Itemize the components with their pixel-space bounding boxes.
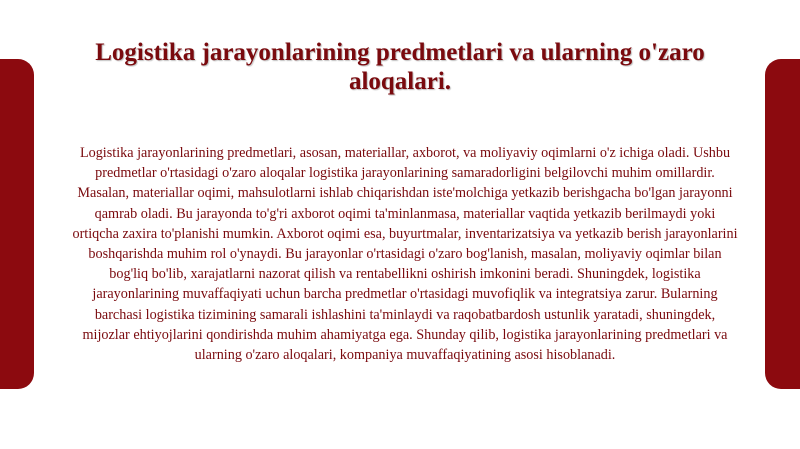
slide-title: Logistika jarayonlarining predmetlari va ularning o'zaro aloqalari.	[95, 39, 705, 95]
left-accent-bar	[0, 59, 34, 389]
slide-body-text: Logistika jarayonlarining predmetlari, asosan, materiallar, axborot, va moliyaviy oqimlarni o'z ichiga oladi. Ushbu predmetlar o'rtasidagi o'zaro aloqalar logistika jarayonlarining samaradorligini belgilovchi muhim omillardir. Masalan, materiallar oqimi, mahsulotlarni ishlab chiqarishdan iste'molchiga yetkazib berishgacha bo'lgan jarayonni qamrab oladi. Bu jarayonda to'g'ri axborot oqimi ta'minlanmasa, materiallar vaqtida yetkazib berilmaydi yoki ortiqcha zaxira to'planishi mumkin. Axborot oqimi esa, buyurtmalar, inventarizatsiya va yetkazib berish jarayonlarini boshqarishda muhim rol o'ynaydi. Bu jarayonlar o'rtasidagi o'zaro bog'lanish, masalan, moliyaviy oqimlar bilan bog'liq bo'lib, xarajatlarni nazorat qilish va rentabellikni oshirish imkonini beradi. Shuningdek, logistika jarayonlarining muvaffaqiyati uchun barcha predmetlar o'rtasidagi muvofiqlik va integratsiya zarur. Bularning barchasi logistika tizimining samarali ishlashini ta'minlaydi va raqobatbardosh ustunlik yaratadi, shuningdek, mijozlar ehtiyojlarini qondirishda muhim ahamiyatga ega. Shunday qilib, logistika jarayonlarining predmetlari va ularning o'zaro aloqalari, kompaniya muvaffaqiyatining asosi hisoblanadi.	[72, 145, 738, 364]
right-accent-bar	[765, 59, 800, 389]
